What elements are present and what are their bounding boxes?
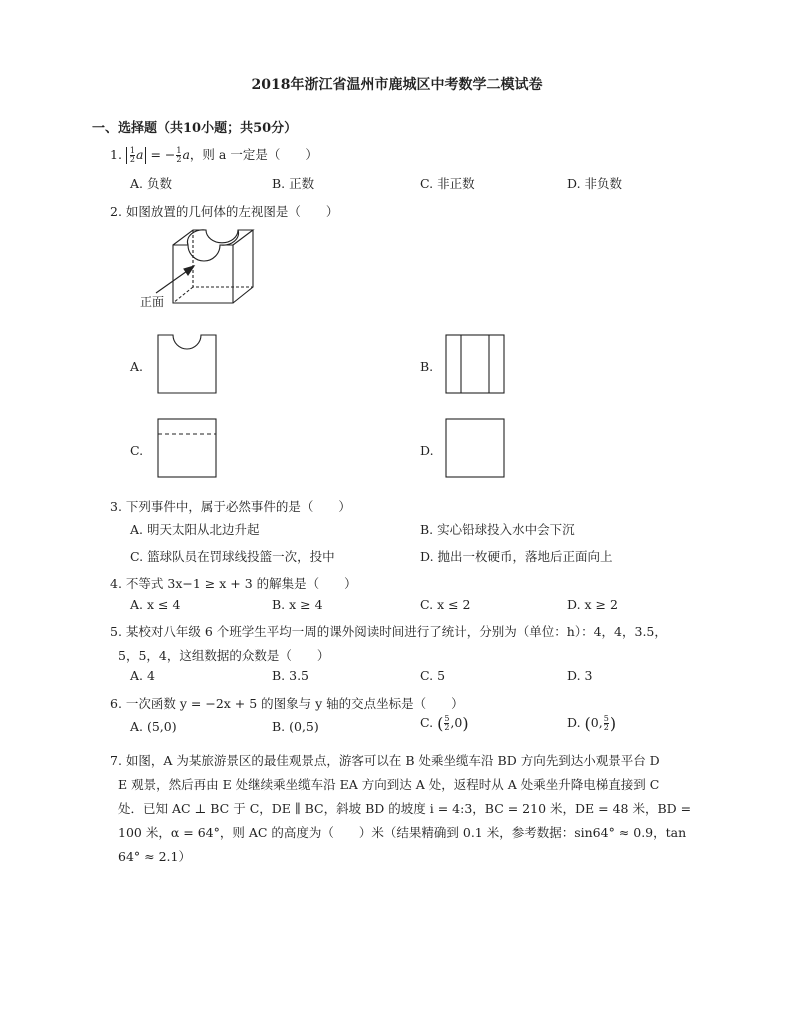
section-heading: 一、选择题（共10小题；共50分） xyxy=(92,121,298,136)
q6-option-d[interactable]: D. (0, $\frac{5}{2}$ ) xyxy=(567,714,617,733)
frac-denominator: 2 xyxy=(129,155,136,164)
q3-option-c[interactable]: C. 篮球队员在罚球线投篮一次，投中 xyxy=(130,549,335,564)
page-title: 2018年浙江省温州市鹿城区中考数学二模试卷 xyxy=(251,77,543,93)
q2-option-b-label[interactable]: B. xyxy=(420,359,434,374)
q3-option-b[interactable]: B. 实心铅球投入水中会下沉 xyxy=(420,522,575,537)
q6-c-numerator: 5 xyxy=(444,714,450,723)
q5-option-a[interactable]: A. 4 xyxy=(130,668,155,683)
frac-numerator-2: 1 xyxy=(176,146,182,155)
q5-option-d[interactable]: D. 3 xyxy=(567,668,593,683)
q6-d-numerator: 5 xyxy=(603,714,609,723)
q2-option-c-label[interactable]: C. xyxy=(130,443,144,458)
q2-option-d-figure[interactable] xyxy=(445,418,505,478)
q2-option-b-figure[interactable] xyxy=(445,334,505,394)
var-a-2: a xyxy=(182,147,190,162)
question-3: 3. 下列事件中，属于必然事件的是（ ） xyxy=(110,499,351,514)
q4-option-d[interactable]: D. x ≥ 2 xyxy=(567,597,618,612)
q6-c-denominator: 2 xyxy=(444,723,450,732)
question-1 xyxy=(110,145,318,164)
q2-option-c-figure[interactable] xyxy=(157,418,217,478)
q3-option-a[interactable]: A. 明天太阳从北边升起 xyxy=(130,522,260,537)
equals-neg: = − xyxy=(150,147,176,162)
question-1-tail: ，则 a 一定是（ ） xyxy=(189,147,318,162)
abs-value-expression xyxy=(126,147,147,164)
q4-option-b[interactable]: B. x ≥ 4 xyxy=(272,597,323,612)
question-7-line-5: 64° ≈ 2.1） xyxy=(118,849,191,864)
question-1-number: 1. xyxy=(110,147,122,162)
q4-option-c[interactable]: C. x ≤ 2 xyxy=(420,597,471,612)
q2-option-d-label[interactable]: D. xyxy=(420,443,434,458)
q6-c-tail: ,0 xyxy=(450,715,463,730)
q6-option-c-label: C. xyxy=(420,715,434,730)
question-5-line-1: 5. 某校对八年级 6 个班学生平均一周的课外阅读时间进行了统计，分别为（单位：h）：4，4，3.5， xyxy=(110,624,667,639)
question-4: 4. 不等式 3x−1 ≥ x + 3 的解集是（ ） xyxy=(110,576,357,591)
frac-denominator-2: 2 xyxy=(176,155,182,164)
frac-numerator: 1 xyxy=(129,146,136,155)
q5-option-c[interactable]: C. 5 xyxy=(420,668,446,683)
question-7-line-2: E 观景，然后再由 E 处继续乘坐缆车沿 EA 方向到达 A 处，返程时从 A 处乘坐升降电梯直接到 C xyxy=(118,777,660,792)
q6-option-a[interactable]: A. (5,0) xyxy=(130,719,177,734)
q1-option-b[interactable]: B. 正数 xyxy=(272,176,315,191)
q1-option-a[interactable]: A. 负数 xyxy=(130,176,172,191)
q5-option-b[interactable]: B. 3.5 xyxy=(272,668,310,683)
front-label: 正面 xyxy=(140,295,165,309)
q6-d-denominator: 2 xyxy=(603,723,609,732)
question-6: 6. 一次函数 y = −2x + 5 的图象与 y 轴的交点坐标是（ ） xyxy=(110,696,464,711)
q6-option-d-label: D. xyxy=(567,715,581,730)
q6-option-c[interactable]: C. ( $\frac{5}{2}$ ,0) xyxy=(420,714,469,733)
q3-option-d[interactable]: D. 抛出一枚硬币，落地后正面向上 xyxy=(420,549,613,564)
q2-option-a-label[interactable]: A. xyxy=(130,359,144,374)
q1-option-d[interactable]: D. 非负数 xyxy=(567,176,623,191)
q4-option-a[interactable]: A. x ≤ 4 xyxy=(130,597,181,612)
var-a: a xyxy=(136,147,144,162)
q6-option-b[interactable]: B. (0,5) xyxy=(272,719,319,734)
question-7-line-1: 7. 如图，A 为某旅游景区的最佳观景点，游客可以在 B 处乘坐缆车沿 BD 方向先到达小观景平台 D xyxy=(110,753,660,768)
question-2: 2. 如图放置的几何体的左视图是（ ） xyxy=(110,204,339,219)
q6-d-head: 0, xyxy=(590,715,603,730)
q1-option-c[interactable]: C. 非正数 xyxy=(420,176,475,191)
q2-option-a-figure[interactable] xyxy=(157,334,217,394)
question-5-line-2: 5，5，4，这组数据的众数是（ ） xyxy=(118,648,330,663)
question-7-line-3: 处．已知 AC ⊥ BC 于 C，DE ∥ BC，斜坡 BD 的坡度 i = 4:3，BC = 210 米，DE = 48 米，BD = xyxy=(118,801,692,816)
question-7-line-4: 100 米，α = 64°，则 AC 的高度为（ ）米（结果精确到 0.1 米，参考数据：sin64° ≈ 0.9，tan xyxy=(118,825,687,840)
